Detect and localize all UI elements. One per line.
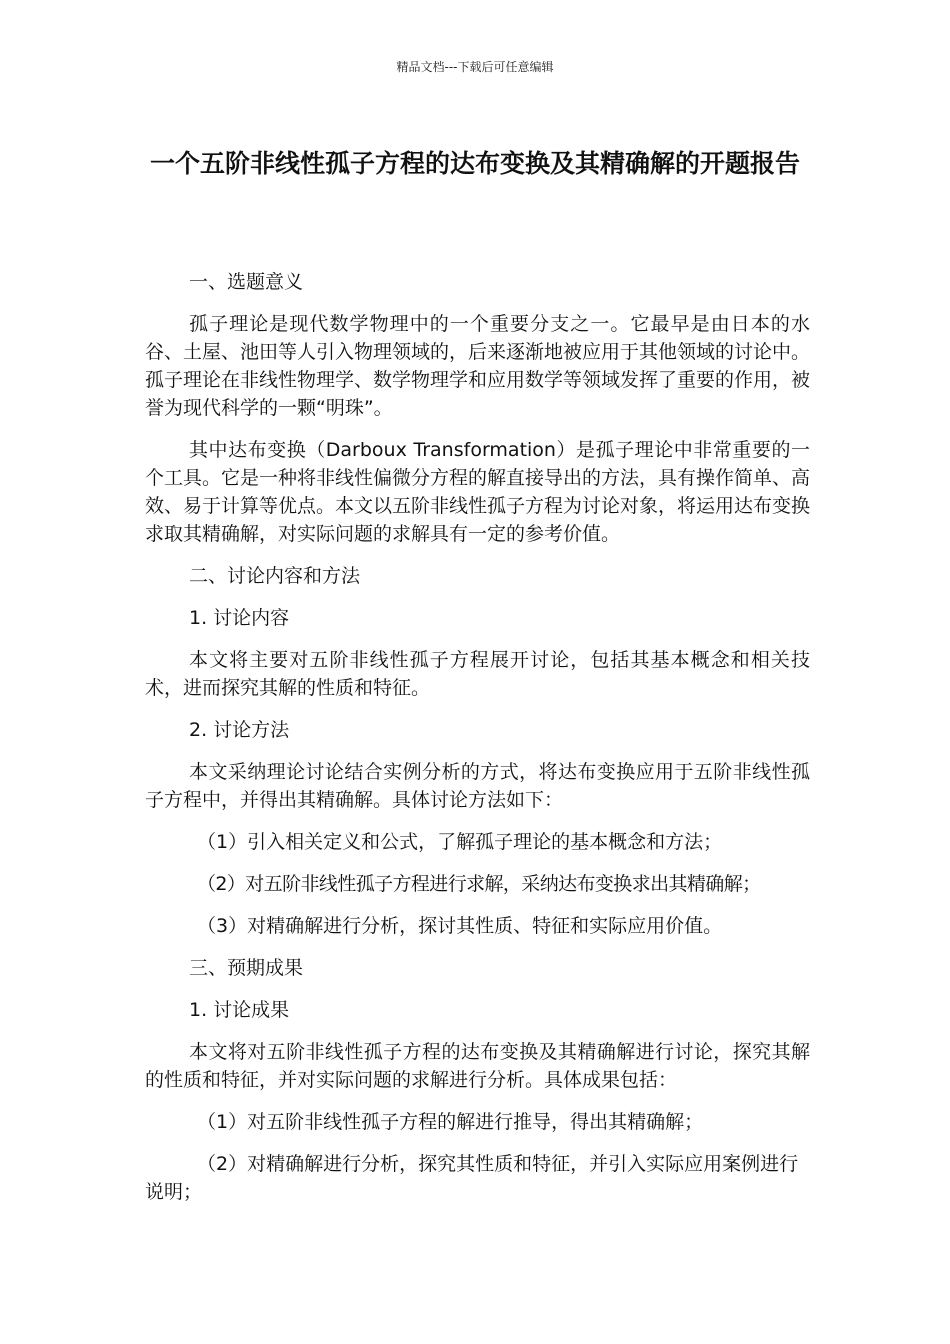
list-item: （2）对五阶非线性孤子方程进行求解，采纳达布变换求出其精确解； (197, 873, 761, 895)
list-item: （2）对精确解进行分析，探究其性质和特征，并引入实际应用案例进行说明； (145, 1153, 799, 1203)
header-note: 精品文档---下载后可任意编辑 (396, 60, 554, 74)
paragraph: 其中达布变换（Darboux Transformation）是孤子理论中非常重要的一个工具。它是一种将非线性偏微分方程的解直接导出的方法，具有操作简单、高效、易于计算等优点。本文以五阶非线性孤子方程为讨论对象，将运用达布变换求取其精确解，对实际问题的求解具有一定的参考价值。 (145, 439, 811, 545)
subheading-content: 1. 讨论内容 (189, 607, 290, 629)
list-item: （3）对精确解进行分析，探讨其性质、特征和实际应用价值。 (197, 915, 723, 937)
subheading-method: 2. 讨论方法 (189, 719, 290, 741)
paragraph: 本文将对五阶非线性孤子方程的达布变换及其精确解进行讨论，探究其解的性质和特征，并对实际问题的求解进行分析。具体成果包括： (145, 1041, 810, 1091)
subheading-results: 1. 讨论成果 (189, 999, 290, 1021)
section-heading-expected-results: 三、预期成果 (189, 957, 304, 979)
paragraph: 孤子理论是现代数学物理中的一个重要分支之一。它最早是由日本的水谷、土屋、池田等人引入物理领域的，后来逐渐地被应用于其他领域的讨论中。孤子理论在非线性物理学、数学物理学和应用数学等领域发挥了重要的作用，被誉为现代科学的一颗“明珠”。 (145, 313, 811, 419)
paragraph: 本文采纳理论讨论结合实例分析的方式，将达布变换应用于五阶非线性孤子方程中，并得出其精确解。具体讨论方法如下： (145, 761, 810, 811)
document-body (145, 268, 810, 1220)
section-heading-content-method: 二、讨论内容和方法 (189, 565, 361, 587)
list-item: （1）引入相关定义和公式，了解孤子理论的基本概念和方法； (197, 831, 723, 853)
list-item: （1）对五阶非线性孤子方程的解进行推导，得出其精确解； (197, 1111, 704, 1133)
section-heading-significance: 一、选题意义 (189, 271, 304, 293)
page-title: 一个五阶非线性孤子方程的达布变换及其精确解的开题报告 (149, 149, 800, 178)
paragraph: 本文将主要对五阶非线性孤子方程展开讨论，包括其基本概念和相关技术，进而探究其解的性质和特征。 (145, 649, 810, 699)
